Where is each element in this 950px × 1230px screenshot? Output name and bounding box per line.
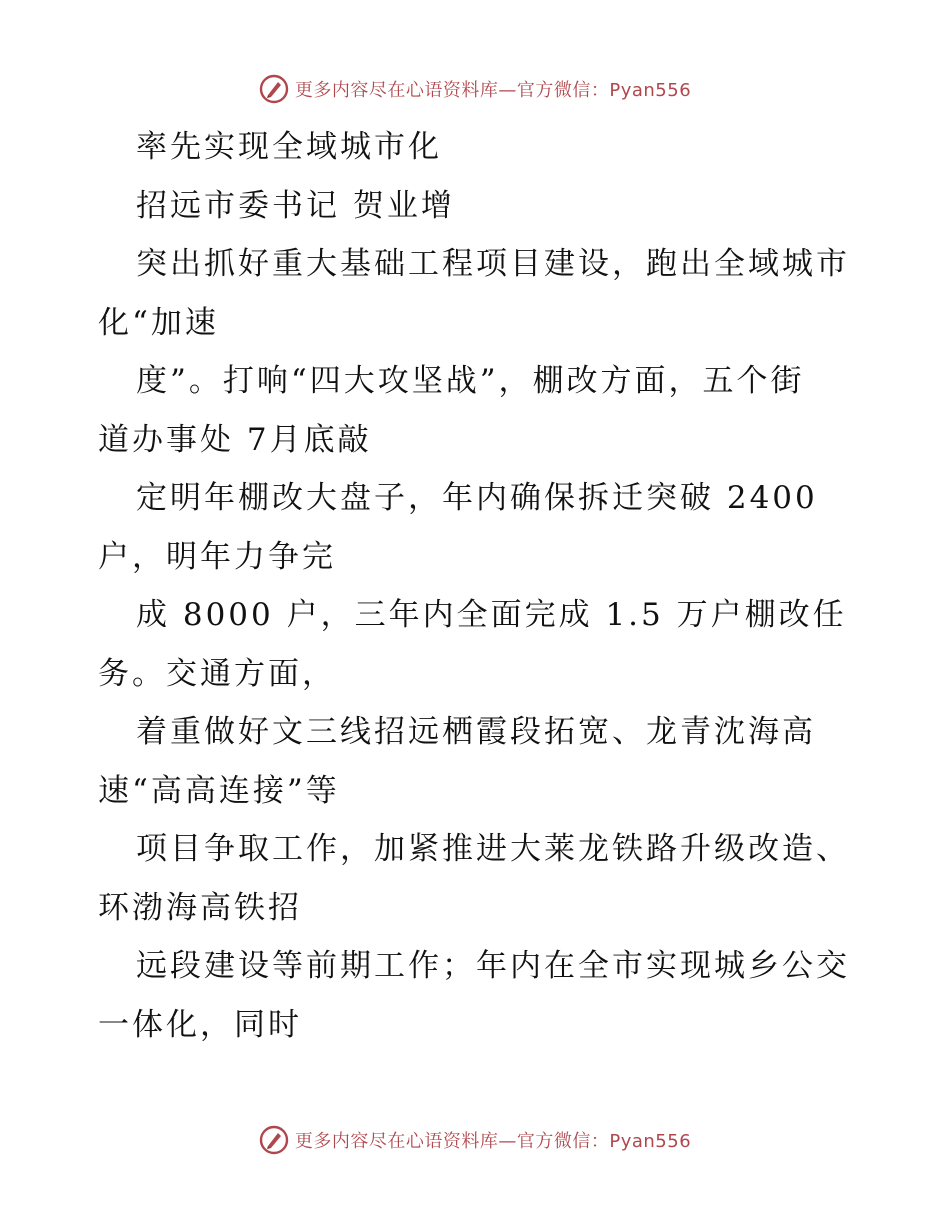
document-body [98,118,858,1054]
paragraph-line: 道办事处 7月底敲 [98,421,372,458]
pen-logo-icon [259,74,289,104]
doc-author: 招远市委书记 贺业增 [136,187,455,224]
paragraph-line: 突出抓好重大基础工程项目建设，跑出全域城市 [136,246,850,282]
paragraph-line: 着重做好文三线招远栖霞段拓宽、龙青沈海高 [136,714,816,750]
header-banner-text: 更多内容尽在心语资料库—官方微信：Pyan556 [294,80,692,101]
paragraph-line: 定明年棚改大盘子，年内确保拆迁突破 2400 [136,480,818,516]
paragraph-line: 户，明年力争完 [98,538,336,575]
pen-logo-icon [259,1125,289,1155]
footer-banner [0,1123,950,1157]
footer-banner-text: 更多内容尽在心语资料库—官方微信：Pyan556 [294,1131,692,1152]
paragraph-line: 成 8000 户，三年内全面完成 1.5 万户棚改任 [136,597,847,633]
paragraph-line: 化“加速 [98,304,219,341]
paragraph-line: 项目争取工作，加紧推进大莱龙铁路升级改造、 [136,831,850,867]
paragraph-line: 环渤海高铁招 [98,889,302,926]
paragraph-line: 速“高高连接”等 [98,772,340,809]
paragraph-line: 务。交通方面， [98,655,336,692]
paragraph-line: 远段建设等前期工作；年内在全市实现城乡公交 [136,948,850,984]
paragraph-line: 一体化，同时 [98,1006,302,1043]
paragraph-line: 度”。打响“四大攻坚战”，棚改方面，五个街 [136,363,805,399]
header-banner [0,72,950,106]
doc-title: 率先实现全域城市化 [136,129,442,165]
